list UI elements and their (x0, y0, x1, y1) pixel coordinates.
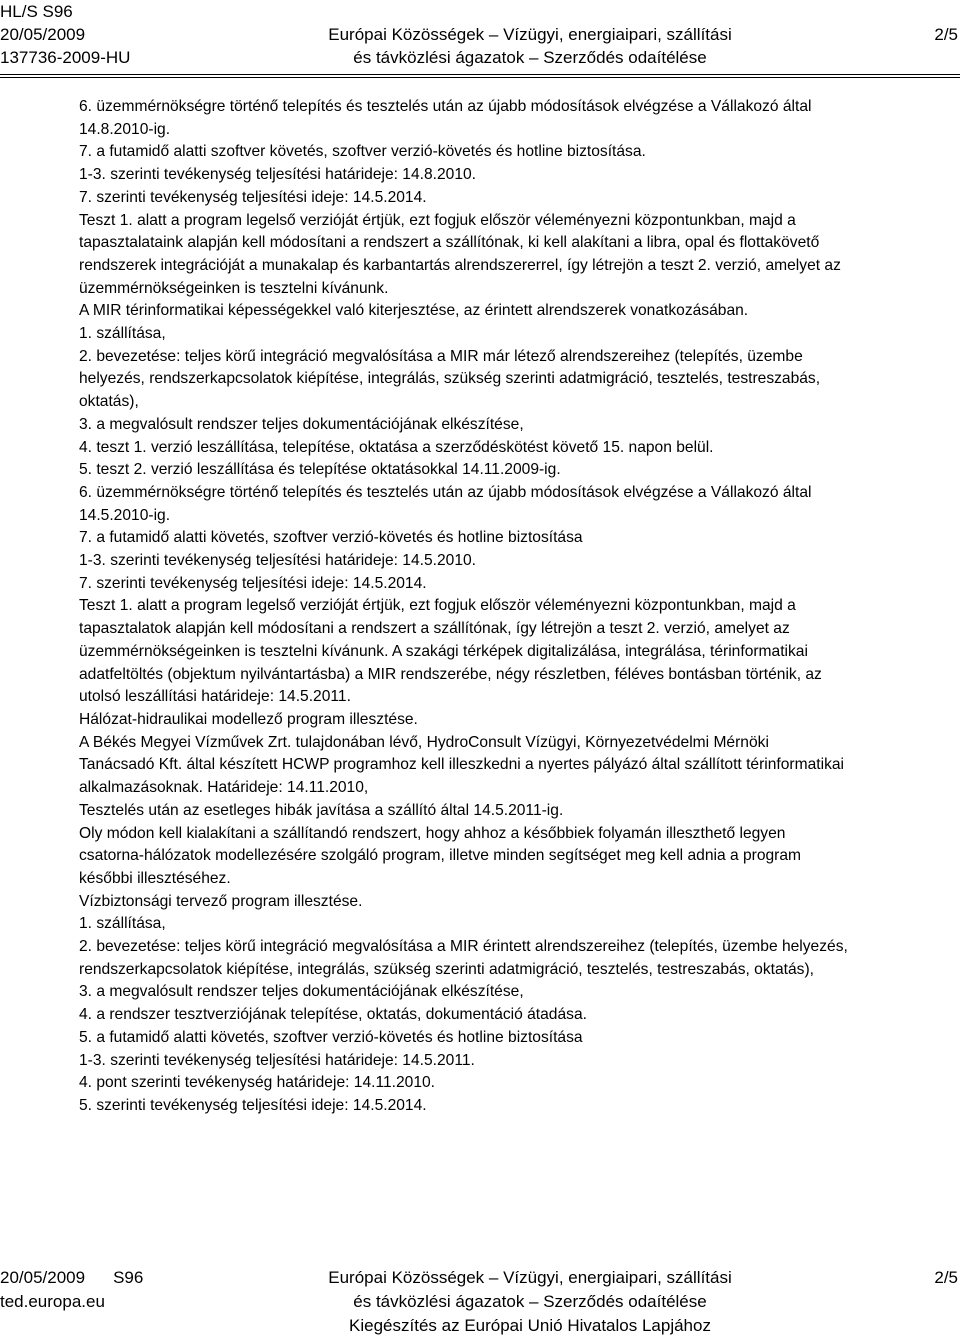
footer-left (0, 1266, 143, 1314)
body-line: Tesztelés után az esetleges hibák javítása a szállító által 14.5.2011-ig. (79, 801, 564, 819)
footer-title-line-2: és távközlési ágazatok – Szerződés odaítélése (353, 1292, 707, 1311)
body-line: adatfeltöltés (objektum nyilvántartásba) a MIR rendszerébe, négy részletben, féléves bontásban történik, az (79, 665, 822, 683)
body-line: üzemmérnökségeinken is tesztelni kívánunk. A szakági térképek digitalizálása, integrálása, térinformatikai (79, 642, 808, 660)
body-line: alkalmazásoknak. Határideje: 14.11.2010, (79, 779, 369, 797)
body-line: 14.5.2010-ig. (79, 506, 171, 524)
footer-series: S96 (113, 1268, 144, 1287)
body-line: 1. szállítása, (79, 915, 166, 933)
body-line: 7. szerinti tevékenység teljesítési ideje: 14.5.2014. (79, 188, 427, 206)
header-page-number: 2/5 (934, 25, 958, 44)
body-line: Teszt 1. alatt a program legelső verzióját értjük, ezt fogjuk először véleményezni központunkban, majd a (79, 211, 796, 229)
body-line: 3. a megvalósult rendszer teljes dokumentációjának elkészítése, (79, 415, 524, 433)
body-text (79, 96, 955, 1118)
body-line: rendszerek integrációját a munakalap és karbantartás alrendszererrel, így létrejön a teszt 2. verzió, amelyet az (79, 256, 841, 274)
footer-title (318, 1266, 742, 1338)
footer-date-line (0, 1266, 143, 1290)
footer-title-line-1: Európai Közösségek – Vízügyi, energiaipari, szállítási (328, 1268, 732, 1287)
body-line: helyezés, rendszerkapcsolatok kiépítése, integrálás, szükség szerinti adatmigráció, tesztelés, testreszabás, (79, 370, 821, 388)
body-line: rendszerkapcsolatok kiépítése, integrálás, szükség szerinti adatmigráció, tesztelés, testreszabás, oktatás), (79, 960, 814, 978)
body-line: 2. bevezetése: teljes körű integráció megvalósítása a MIR érintett alrendszereihez (telepítés, üzembe helyezés, (79, 938, 848, 956)
body-line: csatorna-hálózatok modellezésére szolgáló program, illetve minden segítséget meg kell adnia a program (79, 847, 802, 865)
footer-page-number: 2/5 (934, 1268, 958, 1287)
header-divider-bottom (0, 77, 960, 78)
body-line: későbbi illesztéséhez. (79, 869, 231, 887)
footer-site-link[interactable]: ted.europa.eu (0, 1292, 105, 1311)
body-line: üzemmérnökségeinken is tesztelni kívánunk. (79, 279, 389, 297)
header-title-line-2: és távközlési ágazatok – Szerződés odaítélése (353, 48, 707, 67)
body-line: 4. pont szerinti tevékenység határideje: 14.11.2010. (79, 1074, 436, 1092)
body-line: 5. szerinti tevékenység teljesítési ideje: 14.5.2014. (79, 1096, 427, 1114)
body-line: utolsó leszállítási határideje: 14.5.2011. (79, 688, 351, 706)
body-line: Tanácsadó Kft. által készített HCWP programhoz kell illeszkedni a nyertes pályázó által szállított térinformatikai (79, 756, 845, 774)
body-line: oktatás), (79, 393, 139, 411)
header-document-id: 137736-2009-HU (0, 48, 131, 67)
header-oj-reference: HL/S S96 (0, 2, 73, 21)
body-line: 7. a futamidő alatti követés, szoftver verzió-követés és hotline biztosítása (79, 529, 583, 547)
body-line: 5. teszt 2. verzió leszállítása és telepítése oktatásokkal 14.11.2009-ig. (79, 461, 561, 479)
footer-title-line-3: Kiegészítés az Európai Unió Hivatalos Lapjához (349, 1316, 711, 1335)
body-line: A MIR térinformatikai képességekkel való kiterjesztése, az érintett alrendszerek vonatkozásában. (79, 302, 749, 320)
header-divider-top (0, 74, 960, 75)
body-line: 7. szerinti tevékenység teljesítési ideje: 14.5.2014. (79, 574, 427, 592)
header-left (0, 0, 130, 69)
header-title (318, 23, 742, 69)
body-line: 5. a futamidő alatti követés, szoftver verzió-követés és hotline biztosítása (79, 1028, 583, 1046)
body-line: Teszt 1. alatt a program legelső verzióját értjük, ezt fogjuk először véleményezni központunkban, majd a (79, 597, 796, 615)
footer-date: 20/05/2009 (0, 1268, 86, 1287)
body-line: tapasztalataink alapján kell módosítani a rendszert a szállítónak, ki kell alakítani a libra, opal és flottakövető (79, 234, 820, 252)
body-line: 1-3. szerinti tevékenység teljesítési határideje: 14.5.2011. (79, 1051, 475, 1069)
body-line: 4. teszt 1. verzió leszállítása, telepítése, oktatása a szerződéskötést követő 15. napon belül. (79, 438, 714, 456)
body-line: 1. szállítása, (79, 325, 166, 343)
body-line: 3. a megvalósult rendszer teljes dokumentációjának elkészítése, (79, 983, 524, 1001)
header-title-line-1: Európai Közösségek – Vízügyi, energiaipari, szállítási (328, 25, 732, 44)
body-line: 6. üzemmérnökségre történő telepítés és tesztelés után az újabb módosítások elvégzése a Vállakozó által (79, 483, 812, 501)
body-line: 1-3. szerinti tevékenység teljesítési határideje: 14.5.2010. (79, 552, 477, 570)
body-line: 2. bevezetése: teljes körű integráció megvalósítása a MIR már létező alrendszereihez (telepítés, üzembe (79, 347, 803, 365)
body-line: 14.8.2010-ig. (79, 120, 171, 138)
body-line: Oly módon kell kialakítani a szállítandó rendszert, hogy ahhoz a későbbiek folyamán illeszthető legyen (79, 824, 786, 842)
body-line: 1-3. szerinti tevékenység teljesítési határideje: 14.8.2010. (79, 166, 477, 184)
body-line: A Békés Megyei Vízművek Zrt. tulajdonában lévő, HydroConsult Vízügyi, Környezetvédelmi Mérnöki (79, 733, 769, 751)
header-date: 20/05/2009 (0, 25, 86, 44)
body-line: tapasztalatok alapján kell módosítani a rendszert a szállítónak, így létrejön a teszt 2. verzió, amelyet az (79, 620, 790, 638)
body-line: 4. a rendszer tesztverziójának telepítése, oktatás, dokumentáció átadása. (79, 1006, 587, 1024)
body-line: Hálózat-hidraulikai modellező program illesztése. (79, 710, 418, 728)
body-line: 6. üzemmérnökségre történő telepítés és tesztelés után az újabb módosítások elvégzése a Vállakozó által (79, 98, 812, 115)
body-line: 7. a futamidő alatti szoftver követés, szoftver verzió-követés és hotline biztosítása. (79, 143, 646, 161)
body-line: Vízbiztonsági tervező program illesztése. (79, 892, 363, 910)
